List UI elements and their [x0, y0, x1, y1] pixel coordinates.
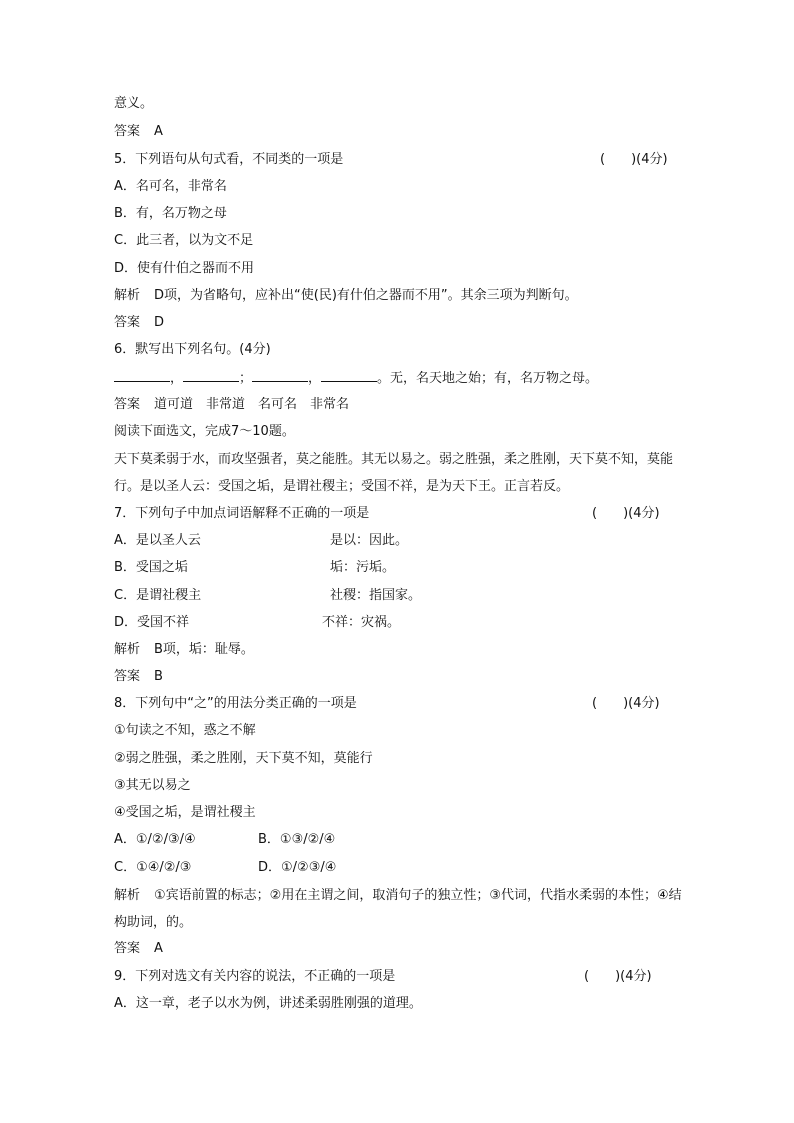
- question-8: 8．下列句中“之”的用法分类正确的一项是: [114, 696, 357, 711]
- blank[interactable]: [114, 369, 170, 382]
- question-5-mark: ( )(4分): [600, 152, 668, 167]
- question-7: 7．下列句子中加点词语解释不正确的一项是: [114, 506, 370, 521]
- option-8d: D．①/②③/④: [258, 860, 337, 875]
- question-9: 9．下列对选文有关内容的说法，不正确的一项是: [114, 969, 396, 984]
- separator: ，: [308, 371, 322, 386]
- blank[interactable]: [252, 369, 308, 382]
- gloss-7c: 社稷：指国家。: [330, 588, 422, 603]
- option-7a: A．是以圣人云: [114, 533, 201, 548]
- answer-7: [114, 668, 163, 686]
- option-5a: A．名可名，非常名: [114, 179, 227, 194]
- analysis-5: [114, 287, 578, 305]
- analysis-text: D项，为省略句，应补出“使(民)有什伯之器而不用”。其余三项为判断句。: [154, 288, 578, 303]
- question-5: 5．下列语句从句式看，不同类的一项是: [114, 152, 344, 167]
- answer-label: 答案: [114, 315, 141, 330]
- answer-5: [114, 314, 164, 332]
- answer-8: [114, 940, 163, 958]
- reading-intro: 阅读下面选文，完成7～10题。: [114, 424, 295, 439]
- option-5d: D．使有什伯之器而不用: [114, 261, 255, 276]
- option-9a: A．这一章，老子以水为例，讲述柔弱胜刚强的道理。: [114, 996, 422, 1011]
- option-5b: B．有，名万物之母: [114, 206, 227, 221]
- gloss-7b: 垢：污垢。: [330, 560, 396, 575]
- text-line: 意义。: [114, 96, 154, 111]
- option-7b: B．受国之垢: [114, 560, 188, 575]
- answer-6: [114, 396, 349, 414]
- gloss-7d: 不祥：灾祸。: [322, 615, 401, 630]
- analysis-7: [114, 641, 254, 659]
- option-7d: D．受国不祥: [114, 615, 190, 630]
- item-8-2: ②弱之胜强，柔之胜刚，天下莫不知，莫能行: [114, 751, 373, 766]
- fill-blank-line: [114, 369, 598, 387]
- answer-line: [114, 123, 163, 141]
- answer-label: 答案: [114, 124, 141, 139]
- item-8-3: ③其无以易之: [114, 778, 191, 793]
- analysis-label: 解析: [114, 288, 141, 303]
- blank[interactable]: [321, 369, 377, 382]
- item-8-1: ①句读之不知，惑之不解: [114, 723, 256, 738]
- option-8c: C．①④/②/③: [114, 860, 192, 875]
- question-9-mark: ( )(4分): [584, 969, 652, 984]
- analysis-label: 解析: [114, 888, 141, 903]
- option-8b: B．①③/②/④: [258, 832, 336, 847]
- fill-blank-tail: 。无，名天地之始；有，名万物之母。: [377, 371, 599, 386]
- answer-value: D: [154, 315, 165, 330]
- separator: ；: [239, 371, 253, 386]
- option-7c: C．是谓社稷主: [114, 588, 202, 603]
- analysis-8: [114, 882, 684, 936]
- option-8a: A．①/②/③/④: [114, 832, 196, 847]
- passage: 天下莫柔弱于水，而攻坚强者，莫之能胜。其无以易之。弱之胜强，柔之胜刚，天下莫不知，莫能行。是以圣人云：受国之垢，是谓社稷主；受国不祥，是为天下王。正言若反。: [114, 452, 674, 494]
- analysis-text: B项，垢：耻辱。: [154, 642, 254, 657]
- answer-value: A: [154, 124, 163, 139]
- analysis-text: ①宾语前置的标志；②用在主谓之间，取消句子的独立性；③代词，代指水柔弱的本性；④结构助词，的。: [114, 888, 682, 930]
- item-8-4: ④受国之垢，是谓社稷主: [114, 805, 256, 820]
- answer-value: A: [154, 941, 163, 956]
- question-7-mark: ( )(4分): [592, 506, 660, 521]
- answer-label: 答案: [114, 669, 141, 684]
- analysis-label: 解析: [114, 642, 141, 657]
- separator: ，: [170, 371, 184, 386]
- answer-label: 答案: [114, 941, 141, 956]
- gloss-7a: 是以：因此。: [330, 533, 409, 548]
- blank[interactable]: [183, 369, 239, 382]
- question-8-mark: ( )(4分): [592, 696, 660, 711]
- answer-value: B: [154, 669, 163, 684]
- question-6: 6．默写出下列名句。(4分): [114, 342, 271, 357]
- option-5c: C．此三者，以为文不足: [114, 233, 254, 248]
- answer-value: 道可道 非常道 名可名 非常名: [154, 397, 350, 412]
- answer-label: 答案: [114, 397, 141, 412]
